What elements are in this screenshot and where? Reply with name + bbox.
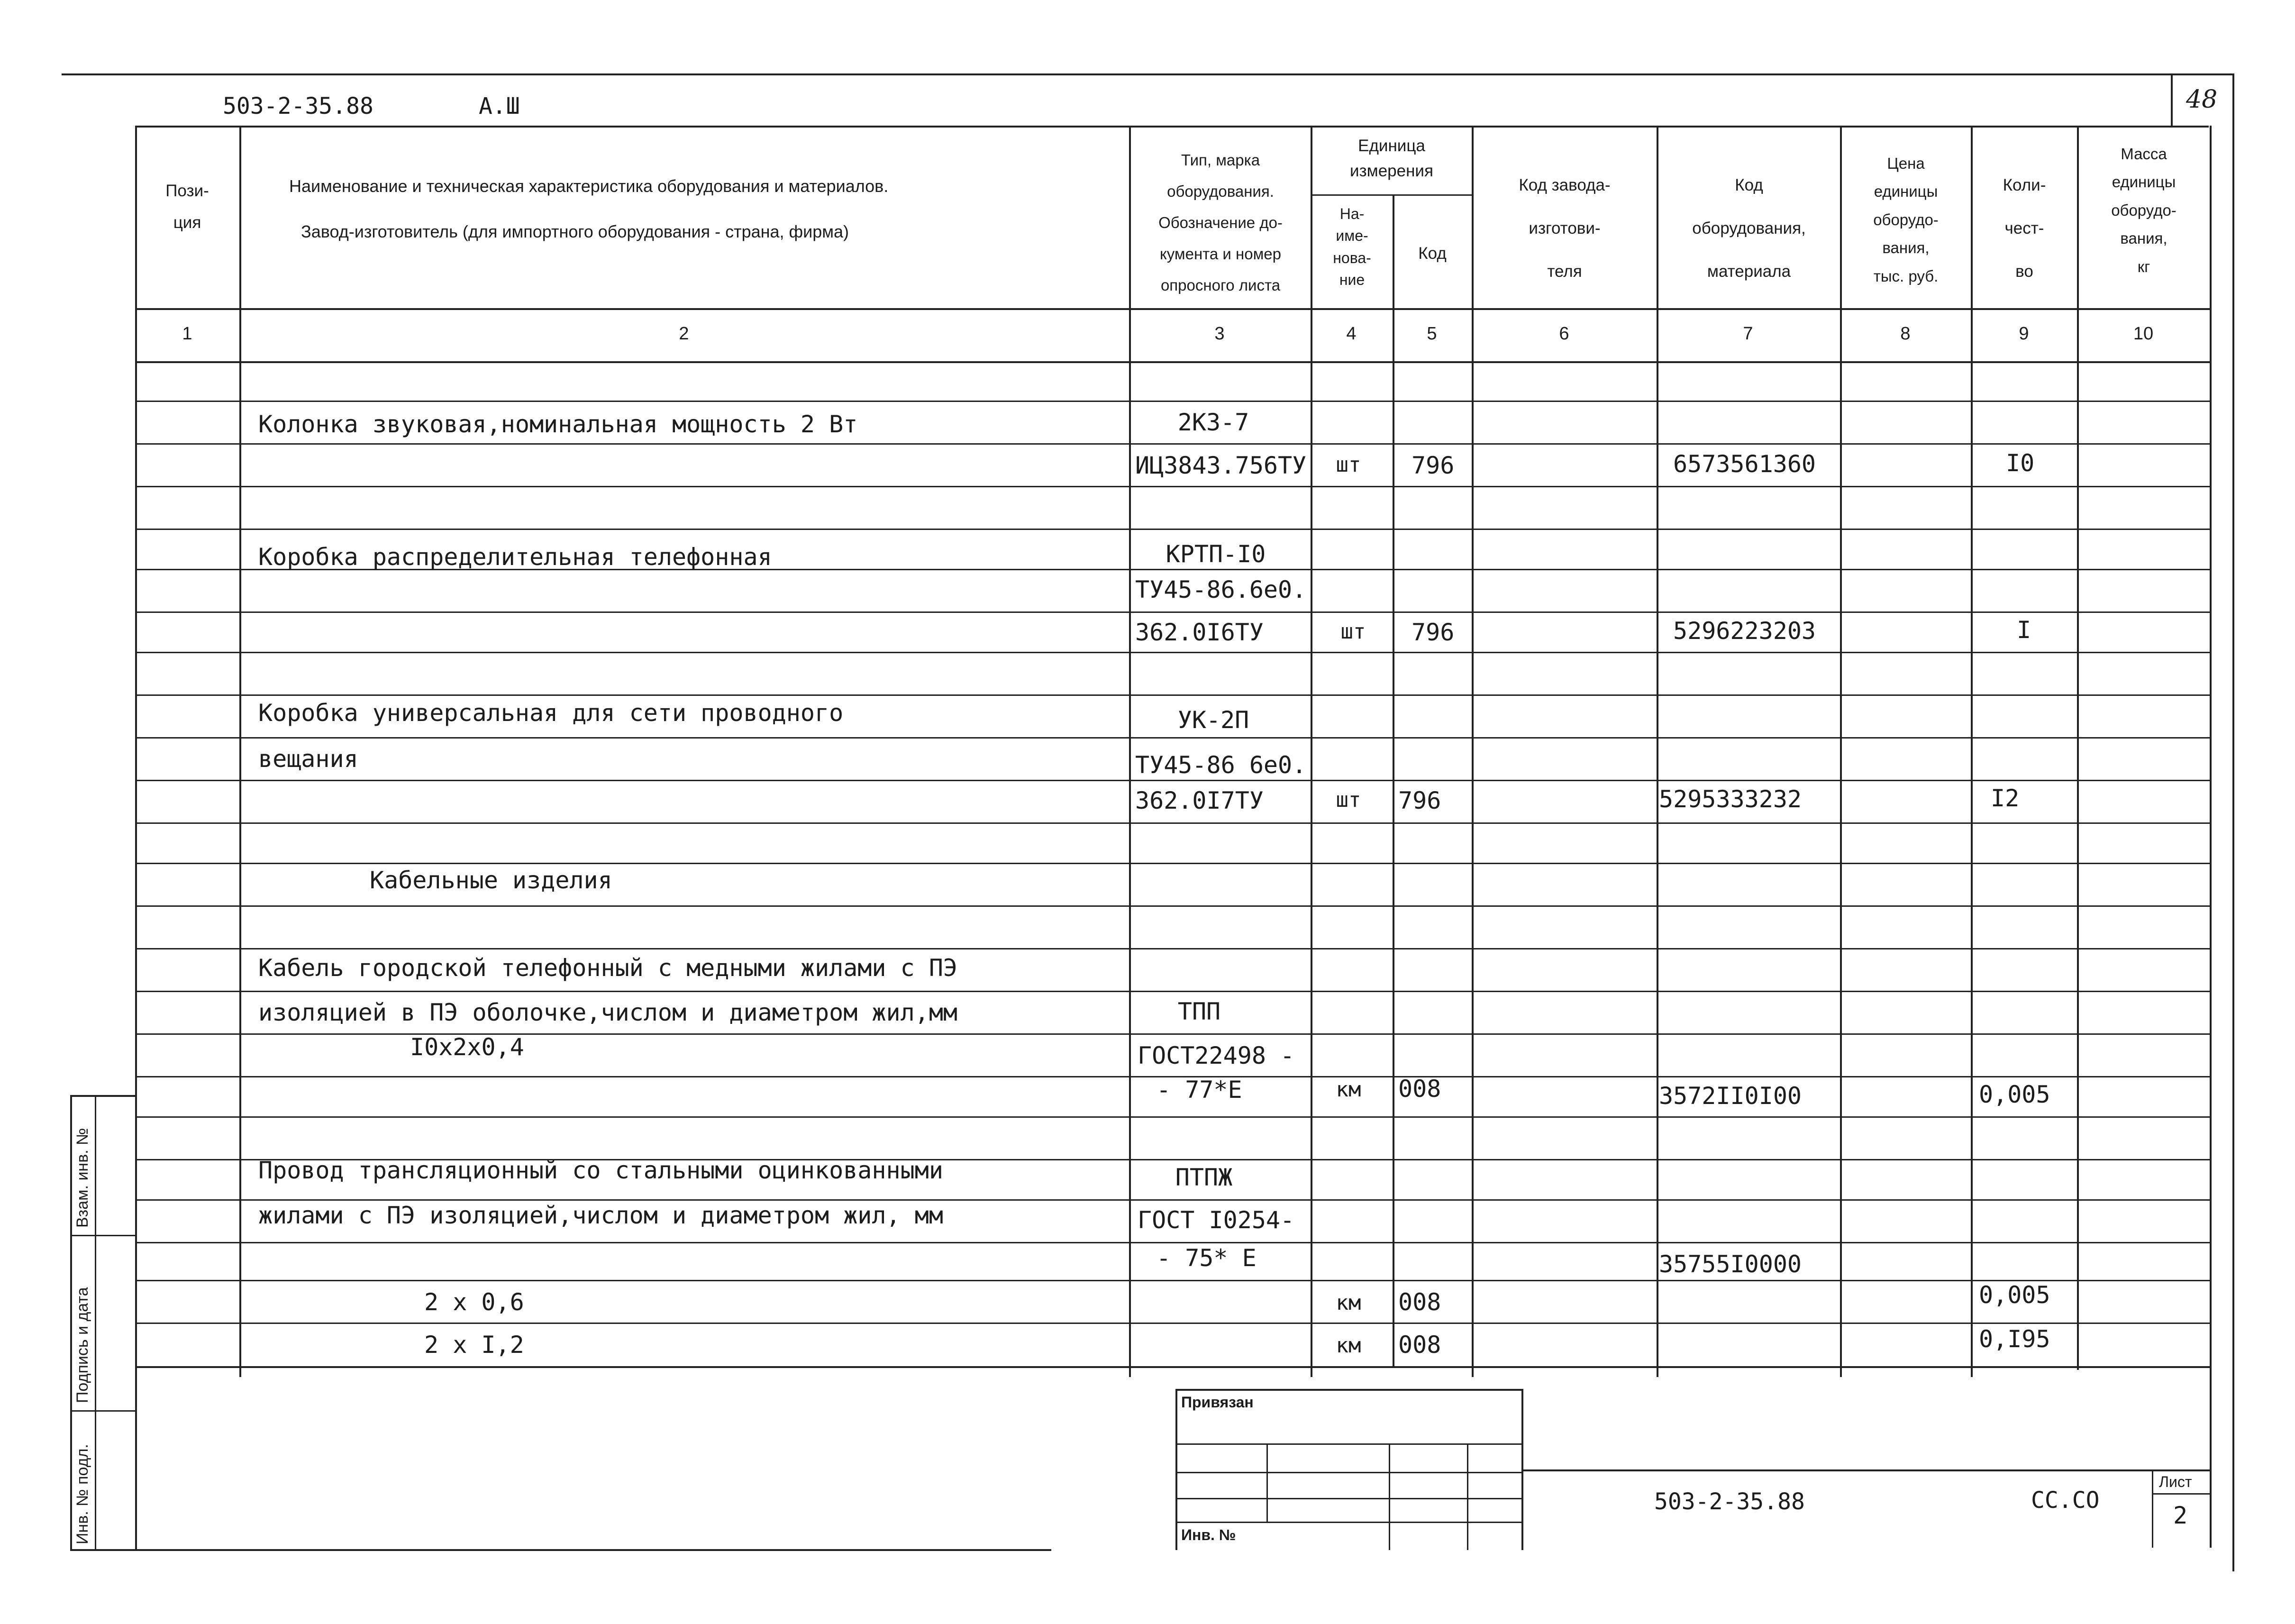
row-line bbox=[135, 1242, 2210, 1243]
header-name-line2: Завод-изготовитель (для импортного оборудования - страна, фирма) bbox=[301, 222, 849, 241]
stamp-sheet-label: Лист bbox=[2159, 1473, 2192, 1490]
item-type: ТУ45-86 6е0. bbox=[1135, 751, 1307, 779]
col-line-9 bbox=[2077, 126, 2079, 1370]
col-line-7 bbox=[1840, 126, 1842, 1377]
row-line bbox=[135, 822, 2210, 824]
col-line-6 bbox=[1657, 126, 1658, 1377]
row-line bbox=[135, 737, 2210, 739]
item-quantity: 0,005 bbox=[1979, 1081, 2050, 1108]
row-line bbox=[135, 948, 2210, 949]
side-label-replace-inv: Взам. инв. № bbox=[73, 1128, 91, 1228]
item-unit-code: 796 bbox=[1412, 452, 1455, 479]
item-type: 2КЗ-7 bbox=[1177, 409, 1249, 436]
stamp-row bbox=[1175, 1443, 1521, 1445]
item-type: - 77*Е bbox=[1157, 1076, 1242, 1104]
table-body-bottom bbox=[135, 1366, 2210, 1368]
item-quantity: I bbox=[2017, 616, 2031, 644]
main-stamp-top bbox=[1521, 1469, 2210, 1471]
item-unit-code: 796 bbox=[1398, 787, 1441, 814]
item-unit-code: 796 bbox=[1412, 619, 1455, 646]
row-line bbox=[135, 1280, 2210, 1281]
row-line bbox=[135, 1323, 2210, 1324]
colnum-3: 3 bbox=[1214, 324, 1225, 344]
table-right-border bbox=[2210, 126, 2212, 1548]
item-name: Коробка распределительная телефонная bbox=[258, 543, 772, 571]
item-type: ГОСТ22498 - bbox=[1138, 1042, 1295, 1069]
item-quantity: I0 bbox=[2006, 449, 2035, 477]
header-type: Тип, марка оборудования. Обозначение до- кумента и номер опросного листа bbox=[1158, 151, 1283, 294]
item-quantity: 0,I95 bbox=[1979, 1325, 2050, 1353]
header-unit-name: На- име- нова- ние bbox=[1333, 205, 1371, 289]
stamp-col bbox=[1389, 1443, 1390, 1550]
row-line bbox=[135, 443, 2210, 445]
item-unit: шт bbox=[1340, 620, 1366, 644]
side-stamp-top bbox=[70, 1095, 135, 1097]
stamp-col bbox=[1467, 1443, 1468, 1550]
row-line bbox=[135, 529, 2210, 530]
header-equipment-code: Код оборудования, материала bbox=[1692, 176, 1806, 281]
item-type: - 75* Е bbox=[1157, 1244, 1257, 1272]
stamp-row bbox=[1175, 1472, 1521, 1473]
col-line-5 bbox=[1472, 126, 1474, 1377]
item-equipment-code: 6573561360 bbox=[1673, 450, 1816, 478]
col-line-3 bbox=[1311, 126, 1312, 1377]
item-name: Коробка универсальная для сети проводного bbox=[258, 699, 844, 727]
unit-group-divider bbox=[1311, 194, 1472, 196]
colnum-10: 10 bbox=[2133, 324, 2154, 344]
row-line bbox=[135, 1116, 2210, 1118]
item-type: 362.0I7ТУ bbox=[1135, 787, 1264, 814]
item-name: 2 х I,2 bbox=[424, 1331, 524, 1359]
item-name: вещания bbox=[258, 745, 358, 773]
row-line bbox=[135, 863, 2210, 864]
header-position: Пози- ция bbox=[165, 182, 209, 232]
item-unit-code: 008 bbox=[1398, 1288, 1441, 1316]
item-unit: км bbox=[1336, 1291, 1361, 1315]
item-type: ГОСТ I0254- bbox=[1138, 1206, 1295, 1234]
side-label-sign-date: Подпись и дата bbox=[73, 1287, 91, 1403]
header-quantity: Коли- чест- во bbox=[2003, 176, 2046, 281]
colnum-4: 4 bbox=[1346, 324, 1357, 344]
stamp-doc-code: 503-2-35.88 bbox=[1654, 1488, 1805, 1515]
stamp-col bbox=[1266, 1443, 1268, 1522]
album-label: А.Ш bbox=[479, 93, 520, 119]
colnum-9: 9 bbox=[2019, 324, 2029, 344]
item-unit-code: 008 bbox=[1398, 1075, 1441, 1103]
item-name: Провод трансляционный со стальными оцинкованными bbox=[258, 1157, 943, 1184]
item-unit: шт bbox=[1336, 788, 1361, 812]
stamp-sheet-number: 2 bbox=[2173, 1502, 2188, 1529]
side-label-inv-orig: Инв. № подл. bbox=[73, 1444, 91, 1544]
header-price: Цена единицы оборудо- вания, тыс. руб. bbox=[1873, 155, 1939, 285]
frame-bottom bbox=[70, 1549, 1051, 1551]
colnum-1: 1 bbox=[182, 324, 192, 344]
stamp-inv-label: Инв. № bbox=[1181, 1526, 1236, 1543]
table-left-border bbox=[135, 126, 137, 1550]
row-line bbox=[135, 401, 2210, 402]
stamp-left bbox=[1175, 1389, 1177, 1550]
item-equipment-code: 35755I0000 bbox=[1659, 1250, 1802, 1278]
item-name: 2 х 0,6 bbox=[424, 1288, 524, 1316]
colnum-5: 5 bbox=[1427, 324, 1437, 344]
top-doc-code: 503-2-35.88 bbox=[223, 93, 373, 119]
sheet-box-left bbox=[2152, 1469, 2153, 1548]
side-stamp-div2 bbox=[70, 1410, 135, 1412]
side-stamp-left bbox=[70, 1095, 72, 1550]
header-factory-code: Код завода- изготови- теля bbox=[1519, 176, 1611, 281]
row-line bbox=[135, 486, 2210, 487]
item-name: I0х2х0,4 bbox=[410, 1033, 524, 1061]
top-strip-bottom bbox=[135, 126, 2209, 128]
item-unit-code: 008 bbox=[1398, 1331, 1441, 1359]
page-number: 48 bbox=[2186, 85, 2218, 114]
header-bottom bbox=[135, 308, 2210, 310]
colnum-2: 2 bbox=[679, 324, 689, 344]
row-line bbox=[135, 991, 2210, 992]
section-title: Кабельные изделия bbox=[370, 867, 612, 894]
col-line-2 bbox=[1129, 126, 1131, 1377]
item-name: Кабель городской телефонный с медными жилами с ПЭ bbox=[258, 954, 958, 982]
item-type: 362.0I6ТУ bbox=[1135, 619, 1264, 646]
item-unit: шт bbox=[1336, 453, 1361, 477]
col-line-1 bbox=[239, 126, 241, 1377]
item-unit: км bbox=[1336, 1077, 1361, 1102]
item-name: жилами с ПЭ изоляцией,числом и диаметром жил, мм bbox=[258, 1202, 943, 1229]
item-type: КРТП-I0 bbox=[1166, 540, 1266, 568]
top-border bbox=[62, 73, 2232, 75]
item-name: изоляцией в ПЭ оболочке,числом и диаметром жил,мм bbox=[258, 999, 958, 1026]
header-mass: Масса единицы оборудо- вания, кг bbox=[2111, 145, 2177, 275]
item-quantity: 0,005 bbox=[1979, 1281, 2050, 1309]
item-equipment-code: 5296223203 bbox=[1673, 617, 1816, 645]
row-line bbox=[135, 652, 2210, 653]
col-line-8 bbox=[1971, 126, 1973, 1377]
colnum-6: 6 bbox=[1559, 324, 1569, 344]
stamp-row bbox=[1175, 1522, 1521, 1523]
side-stamp-mid bbox=[95, 1095, 96, 1550]
header-unit-group: Единица измерения bbox=[1350, 137, 1433, 180]
colnum-bottom bbox=[135, 361, 2210, 363]
item-type: ТУ45-86.6е0. bbox=[1135, 576, 1307, 603]
item-type: ТПП bbox=[1177, 998, 1221, 1025]
item-name: Колонка звуковая,номинальная мощность 2 Вт bbox=[258, 411, 858, 438]
stamp-attached-label: Привязан bbox=[1181, 1394, 1254, 1411]
colnum-8: 8 bbox=[1900, 324, 1911, 344]
item-type: УК-2П bbox=[1177, 706, 1249, 734]
header-unit-code: Код bbox=[1418, 244, 1447, 263]
item-quantity: I2 bbox=[1991, 785, 2020, 812]
header-name-line1: Наименование и техническая характеристика оборудования и материалов. bbox=[289, 176, 889, 196]
page-number-box-left bbox=[2171, 73, 2173, 126]
item-unit: км bbox=[1336, 1333, 1361, 1358]
right-border bbox=[2232, 73, 2234, 1571]
row-line bbox=[135, 905, 2210, 907]
row-line bbox=[135, 1199, 2210, 1201]
stamp-top bbox=[1175, 1389, 1521, 1391]
row-line bbox=[135, 780, 2210, 781]
sheet-box-div bbox=[2152, 1493, 2210, 1495]
item-equipment-code: 5295333232 bbox=[1659, 785, 1802, 813]
side-stamp-div1 bbox=[70, 1235, 135, 1236]
stamp-sheet-code: СС.СО bbox=[2031, 1487, 2100, 1514]
item-type: ПТПЖ bbox=[1175, 1164, 1233, 1191]
colnum-7: 7 bbox=[1743, 324, 1753, 344]
row-line bbox=[135, 694, 2210, 696]
row-line bbox=[135, 611, 2210, 613]
stamp-row bbox=[1175, 1498, 1521, 1499]
item-type: ИЦ3843.756ТУ bbox=[1135, 452, 1307, 479]
item-equipment-code: 3572II0I00 bbox=[1659, 1082, 1802, 1110]
